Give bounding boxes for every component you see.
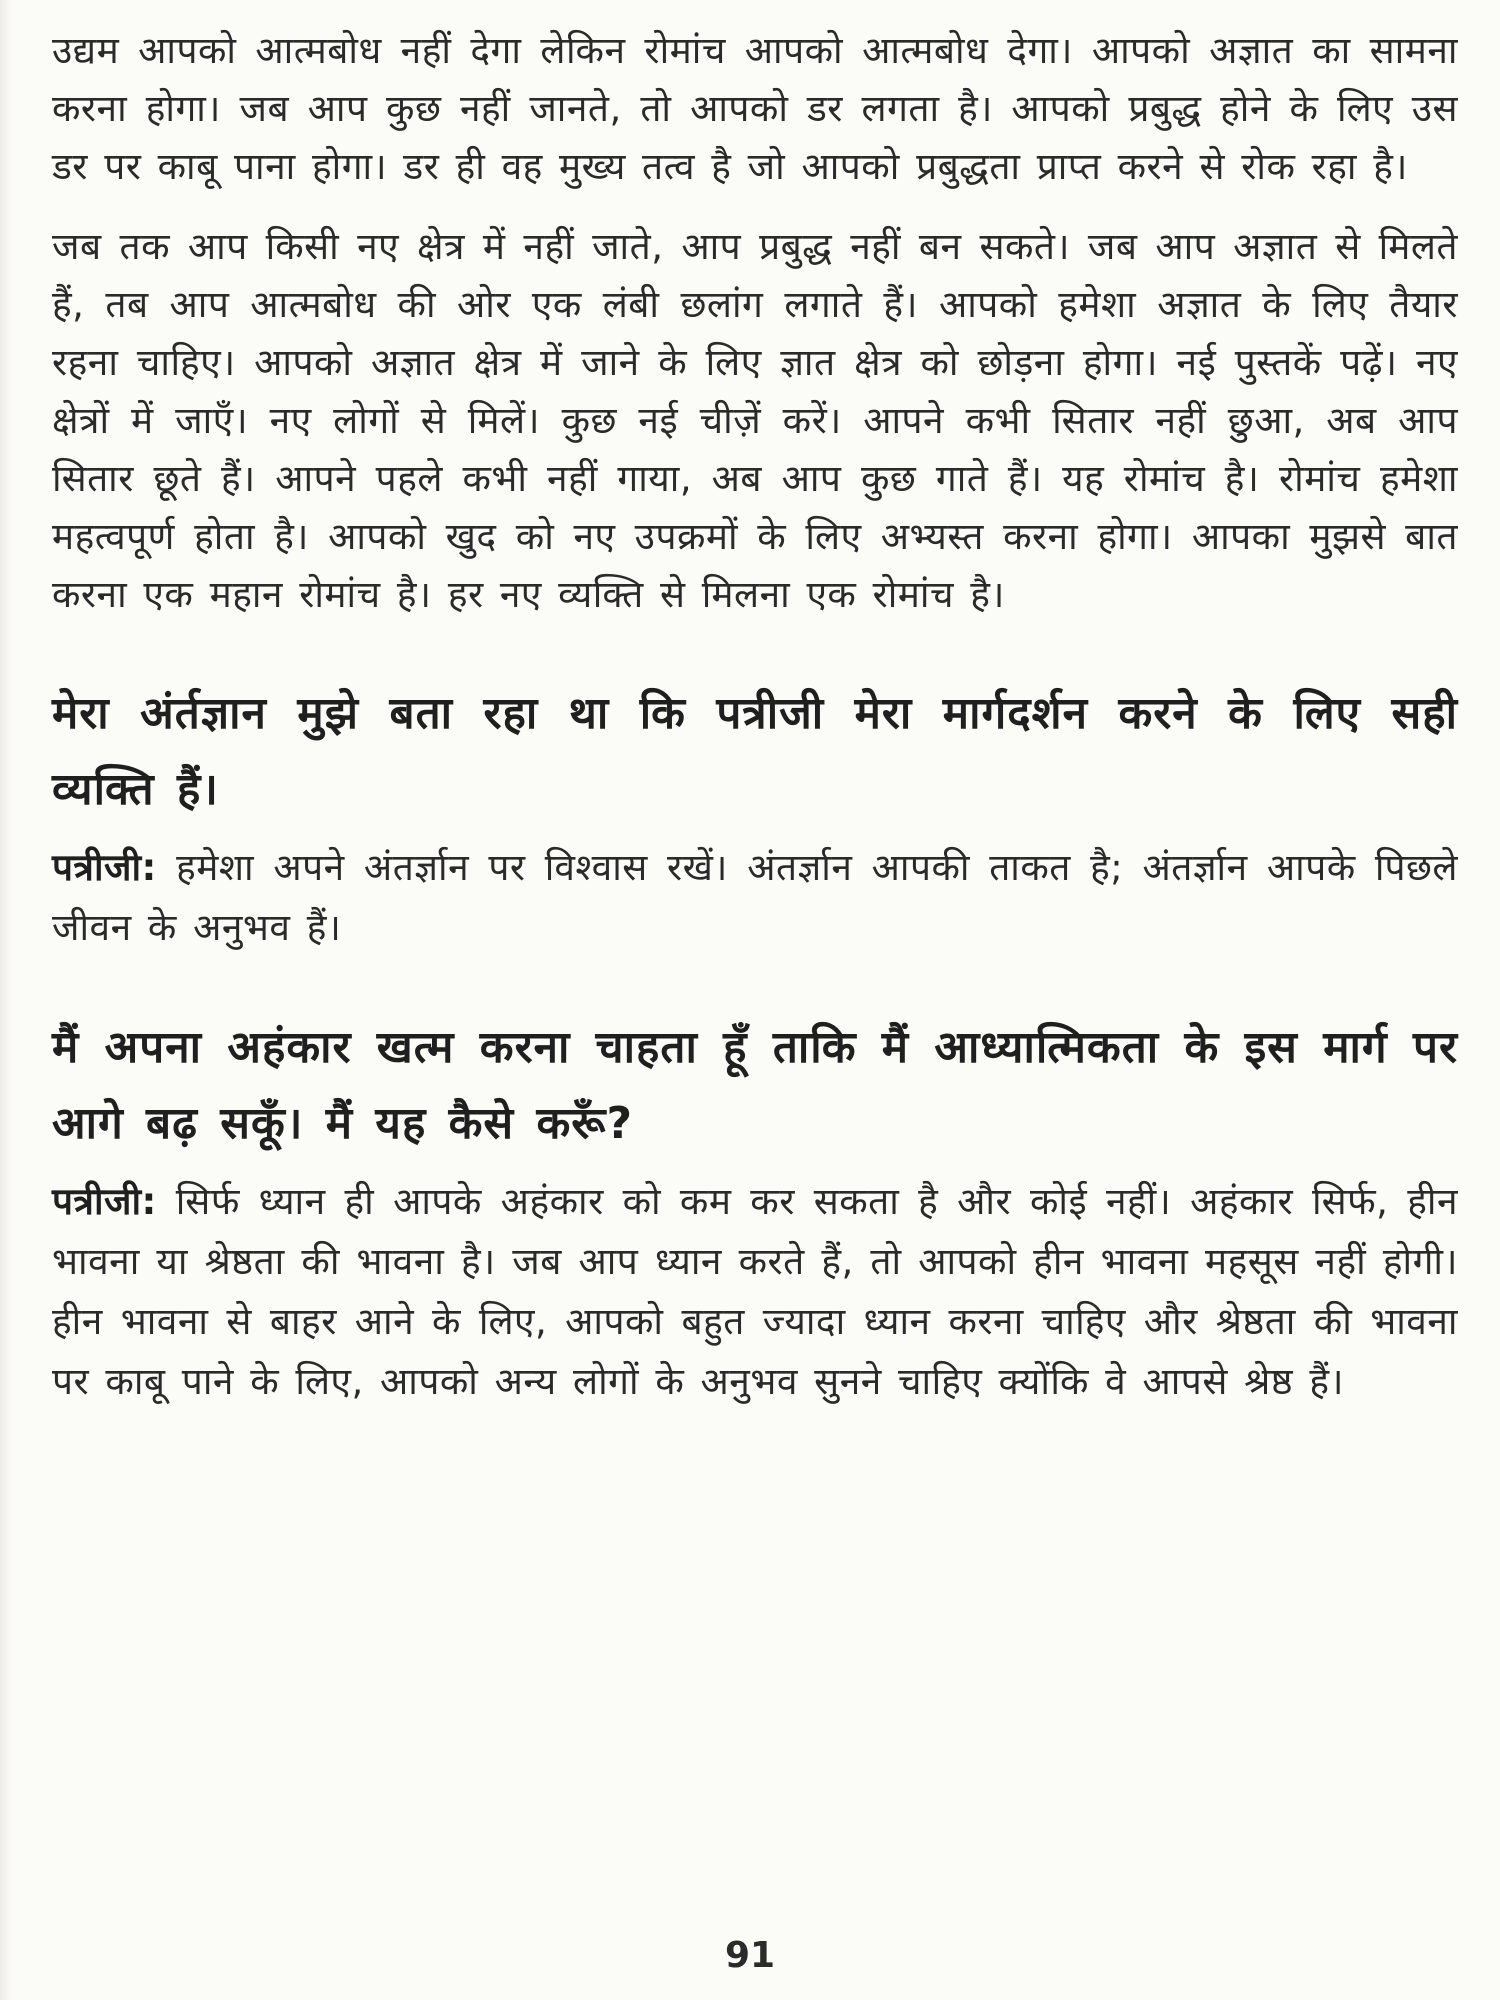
answer-paragraph-2 (52, 1172, 1458, 1412)
answer-paragraph-1 (52, 838, 1458, 958)
answer-text: सिर्फ ध्यान ही आपके अहंकार को कम कर सकता है और कोई नहीं। अहंकार सिर्फ, हीन भावना या श्रेष्ठता की भावना है। जब आप ध्यान करते हैं, तो आपको हीन भावना महसूस नहीं होगी। हीन भावना से बाहर आने के लिए, आपको बहुत ज्यादा ध्यान करना चाहिए और श्रेष्ठता की भावना पर काबू पाने के लिए, आपको अन्य लोगों के अनुभव सुनने चाहिए क्योंकि वे आपसे श्रेष्ठ हैं। (52, 1180, 1459, 1403)
body-paragraph-2: जब तक आप किसी नए क्षेत्र में नहीं जाते, आप प्रबुद्ध नहीं बन सकते। जब आप अज्ञात से मिलते हैं, तब आप आत्मबोध की ओर एक लंबी छलांग लगाते हैं। आपको हमेशा अज्ञात के लिए तैयार रहना चाहिए। आपको अज्ञात क्षेत्र में जाने के लिए ज्ञात क्षेत्र को छोड़ना होगा। नई पुस्तकें पढ़ें। नए क्षेत्रों में जाएँ। नए लोगों से मिलें। कुछ नई चीज़ें करें। आपने कभी सितार नहीं छुआ, अब आप सितार छूते हैं। आपने पहले कभी नहीं गाया, अब आप कुछ गाते हैं। यह रोमांच है। रोमांच हमेशा महत्वपूर्ण होता है। आपको खुद को नए उपक्रमों के लिए अभ्यस्त करना होगा। आपका मुझसे बात करना एक महान रोमांच है। हर नए व्यक्ति से मिलना एक रोमांच है। (52, 225, 1458, 616)
answer-text: हमेशा अपने अंतर्ज्ञान पर विश्वास रखें। अंतर्ज्ञान आपकी ताकत है; अंतर्ज्ञान आपके पिछले जीवन के अनुभव हैं। (52, 846, 1459, 949)
page-number: 91 (724, 1935, 776, 1976)
speaker-label: पत्रीजी: (52, 846, 157, 889)
question-heading-2: मैं अपना अहंकार खत्म करना चाहता हूँ ताकि मैं आध्यात्मिकता के इस मार्ग पर आगे बढ़ सकूँ। मैं यह कैसे करूँ? (52, 1022, 1458, 1149)
body-paragraph-1: उद्यम आपको आत्मबोध नहीं देगा लेकिन रोमांच आपको आत्मबोध देगा। आपको अज्ञात का सामना करना होगा। जब आप कुछ नहीं जानते, तो आपको डर लगता है। आपको प्रबुद्ध होने के लिए उस डर पर काबू पाना होगा। डर ही वह मुख्य तत्व है जो आपको प्रबुद्धता प्राप्त करने से रोक रहा है। (52, 29, 1458, 188)
question-heading-1: मेरा अंर्तज्ञान मुझे बता रहा था कि पत्रीजी मेरा मार्गदर्शन करने के लिए सही व्यक्ति हैं। (52, 688, 1458, 815)
speaker-label: पत्रीजी: (52, 1180, 157, 1223)
